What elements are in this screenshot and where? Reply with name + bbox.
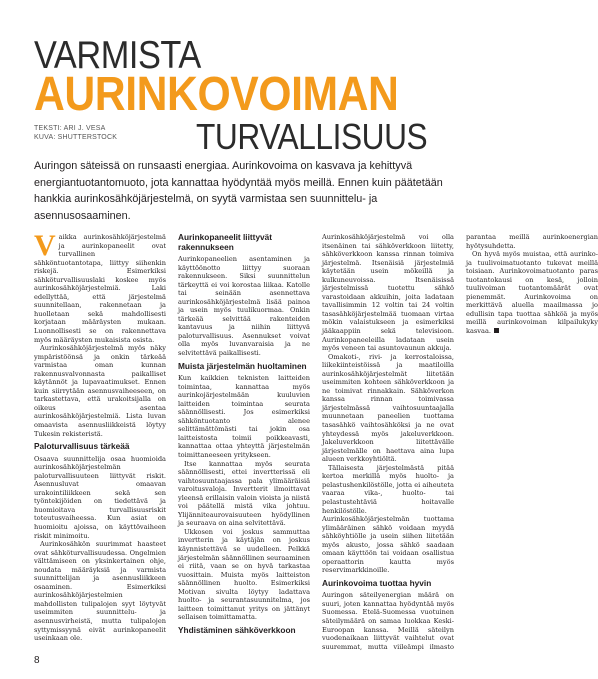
body-paragraph: Ukkosen voi joskus sammuttaa invertterin ja käytäjän on joskus käynnistettävä se uudelleen. Pelkkä järjestelmän säännöllinen seuraaminen ei riitä, vaan se on hyvä tarkastaa vuosittain. Muista myös laitteiston säännöllinen huolto. Esimerkiksi Motivan sivulta löytyy ladattava huolto- ja seurantasuunnitelma, jos laitteen toimittanut yritys on jättänyt sellaisen toimittamatta.	[178, 527, 310, 622]
drop-cap: V	[34, 229, 56, 262]
body-paragraph: Omakoti-, rivi- ja kerrostaloissa, liikekiinteistöissä ja maatiloilla aurinkosähköjärjestelmät liitetään useimmiten kohteen sähköverkkoon ja ne toimivat rinnakkain. Sähköverkon kanssa rinnan toimivassa järjestelmässä vaihtosuuntaajalla muunnetaan paneelien tuottama tasasähkö vaihtosähköksi ja ne ovat yhteydessä myös jakeluverkkoon. Jakeluverkkoon liitettävälle järjestelmälle on haettava aina lupa alueen verkkoyhtiöltä.	[322, 352, 454, 464]
body-paragraph: On hyvä myös muistaa, että aurinko- ja tuulivoimatuotanto tukevat meillä toisiaan. Aurinkovoimatuotanto paras tuotantokausi on kesä, jolloin tuulivoiman tuotantomäärät ovat pienemmät. Aurinkovoima on merkittävä aluella maailmassa jo edullisin tapa tuottaa sähköä ja myös meillä aurinkovoiman kilpailukyky kasvaa.	[466, 250, 598, 336]
body-paragraph: Aurinkosähköjärjestelmä myös näky ympäristöönsä ja onkin tärkeää varmistaa oman kunnan rakennusvalvonnasta paikalliset käytännöt ja lupavaatimukset. Ennen kuin siirrytään asennusvaiheeseen, on tarkastettava, että urakoitsijalla on oikeus asentaa aurinkosähköjärjestelmiä. Lista luvan omaavista asennusliikkeistä löytyy Tukesin rekisteristä.	[34, 344, 166, 438]
article-credits	[34, 124, 117, 142]
credit-photo: KUVA: SHUTTERSTOCK	[34, 134, 118, 141]
section-heading: Aurinkovoima tuottaa hyvin	[322, 577, 432, 588]
body-paragraph: Vaikka aurinkosähköjärjestelmä ja aurinkopaneelit ovat turvallinen sähköntuotantotapa, liittyy siihenkin riskejä. Esimerkiksi sähköturvallisuuslaki koskee myös aurinkosähköjärjestelmiä. Laki edellyttää, että järjestelmä suunnitellaan, rakennetaan ja huolletaan sekä mahdollisesti korjataan määräysten mukaan. Luonnollisesti se on rakennettava myös määräysten mukaisista osista.	[34, 229, 166, 344]
body-paragraph: Auringon säteilyenergian määrä on suuri, joten kannattaa hyödyntää myös Suomessa. Etelä-Suomessa vuotuinen säteilymäärä on samaa luokkaa Keski-Euroopan kanssa. Meillä säteilyn vuodenaikaan liittyvät vaihtelut ovat suuremmat, mutta viileämpi ilmasto parantaa meillä aurinkoenergian hyötysuhdetta.	[322, 233, 598, 651]
article-body	[34, 229, 598, 653]
section-heading: Yhdistäminen sähköverkkoon	[178, 624, 296, 635]
body-paragraph: Aurinkosähkön suurimmat haasteet ovat sähköturvallisuudessa. Ongelmien välttämiseen on yksinkertainen ohje, noudata määräyksiä ja varmista suunnittelijan ja asennusliikkeen osaaminen. Esimerkiksi aurinkosähköjärjestelmien mahdollisten tulipalojen syyt löytyvät useimmiten suunnittelu- ja asennusvirheistä, mutta tulipalojen syttymissyynä eivät aurinkopaneelit useinkaan ole.	[34, 540, 166, 643]
credit-text: TEKSTI: ARI J. VESA	[34, 125, 106, 132]
article-subtitle: TURVALLISUUS	[196, 116, 428, 157]
body-paragraph: Itse kannattaa myös seurata säännöllisesti, ettei invertterissä eli vaihtosuuntaajassa pala ylimääräisiä varoitusvaloja. Invertterit ilmoittavat yleensä erillaisin valoin vioista ja niistä voi päätellä mistä vika johtuu. Ylijänniteaurovaisuuteen hyödyllinen ja seuraava on aina selvitettävä.	[178, 459, 310, 528]
body-paragraph: Aurinkosähköjärjestelmä voi olla itsenäinen tai sähköverkkoon liitetty, sähköverkkoon kanssa rinnan toimiva järjestelmä. Itsenäisiä järjestelmiä käytetään usein mökeillä ja kulkuneuvoissa. Itsenäisissä järjestelmissä tuotettu sähkö varastoidaan akkuihin, joita ladataan tavallisimmin 12 voltin tai 24 voltin tasasähköjärjestelmää tuomaan virtaa mökin valaistukseen ja esimerkiksi jääkaappiin sekä televisioon. Aurinkopaneeleilla ladataan usein myös veneen tai asuntovaunun akkuja.	[322, 233, 454, 353]
end-of-article-mark	[494, 328, 499, 333]
body-paragraph: Tällaisesta järjestelmästä pitää kertoa merkillä myös huolto- ja pelastushenkilöstölle, jotta ei aiheuteta vaaraa vika-, huolto- tai pelastustehtäviä hoitavalle henkilöstölle. Aurinkosähköjärjestelmän tuottama ylimääräinen sähkö voidaan myydä sähköyhtiölle ja usein siihen liitetään myös akusto, jossa sähkö saadaan omaan käyttöön tai voidaan osallistua operaattorin kautta myös reservimarkkinoille.	[322, 463, 454, 575]
article-kicker: VARMISTA	[34, 34, 201, 77]
article-lead: Auringon säteissä on runsaasti energiaa. Aurinkovoima on kasvava ja kehittyvä energiantuotantomuoto, jota kannattaa hyödyntää myös meillä. Ennen kuin päätetään hankkia aurinkosähköjärjestelmä, on syytä varmistaa sen suunnittelu- ja asennusosaaminen.	[34, 160, 443, 222]
section-heading: Muista järjestelmän huoltaminen	[178, 360, 307, 371]
article-title: AURINKOVOIMAN	[34, 68, 399, 121]
body-paragraph: Osaava suunnittelija osaa huomioida aurinkosähköjärjestelmän paloturvallisuuteen liittyvät riskit. Asennusluvat omaavan urakointiliikkeen sekä sen työntekijöiden on tiedettävä ja huomioitava turvallisuusriskit toteutusvaiheessa. Kun asiat on huomioitu ajoissa, on käyttövaiheen riskit minimoitu.	[34, 454, 166, 540]
body-paragraph: Aurinkopaneelien asentaminen ja käyttöönotto liittyy suoraan rakennukseen. Siksi suunnittelun tärkeyttä ei voi korostaa liikaa. Katolle tai seinään asennettava aurinkosähköjärjestelmä lisää painoa ja usein myös tuulikuormaa. Onkin tärkeää selvittää rakenteiden kantavuus ja niihin liittyvä paloturvallisuus. Asennukset voivat olla myös luvanvaraisia ja ne selvitettävä paikallisesti.	[178, 255, 310, 358]
body-paragraph: Kun kaikkien teknisten laitteiden toimintaa, kannattaa myös aurinkojärjestelmään kuuluvien laitteiden toimintaa seurata säännöllisesti. Jos esimerkiksi sähköntuotanto alenee selittämättömästi tai jokin osa laitteistosta toimii poikkeavasti, kannattaa ottaa yhteyttä järjestelmän toimittaneeseen yritykseen.	[178, 374, 310, 459]
section-heading: Paloturvallisuus tärkeää	[34, 441, 130, 452]
page-number: 8	[34, 655, 40, 666]
section-heading: Aurinkopaneelit liittyvät rakennukseen	[178, 232, 273, 252]
